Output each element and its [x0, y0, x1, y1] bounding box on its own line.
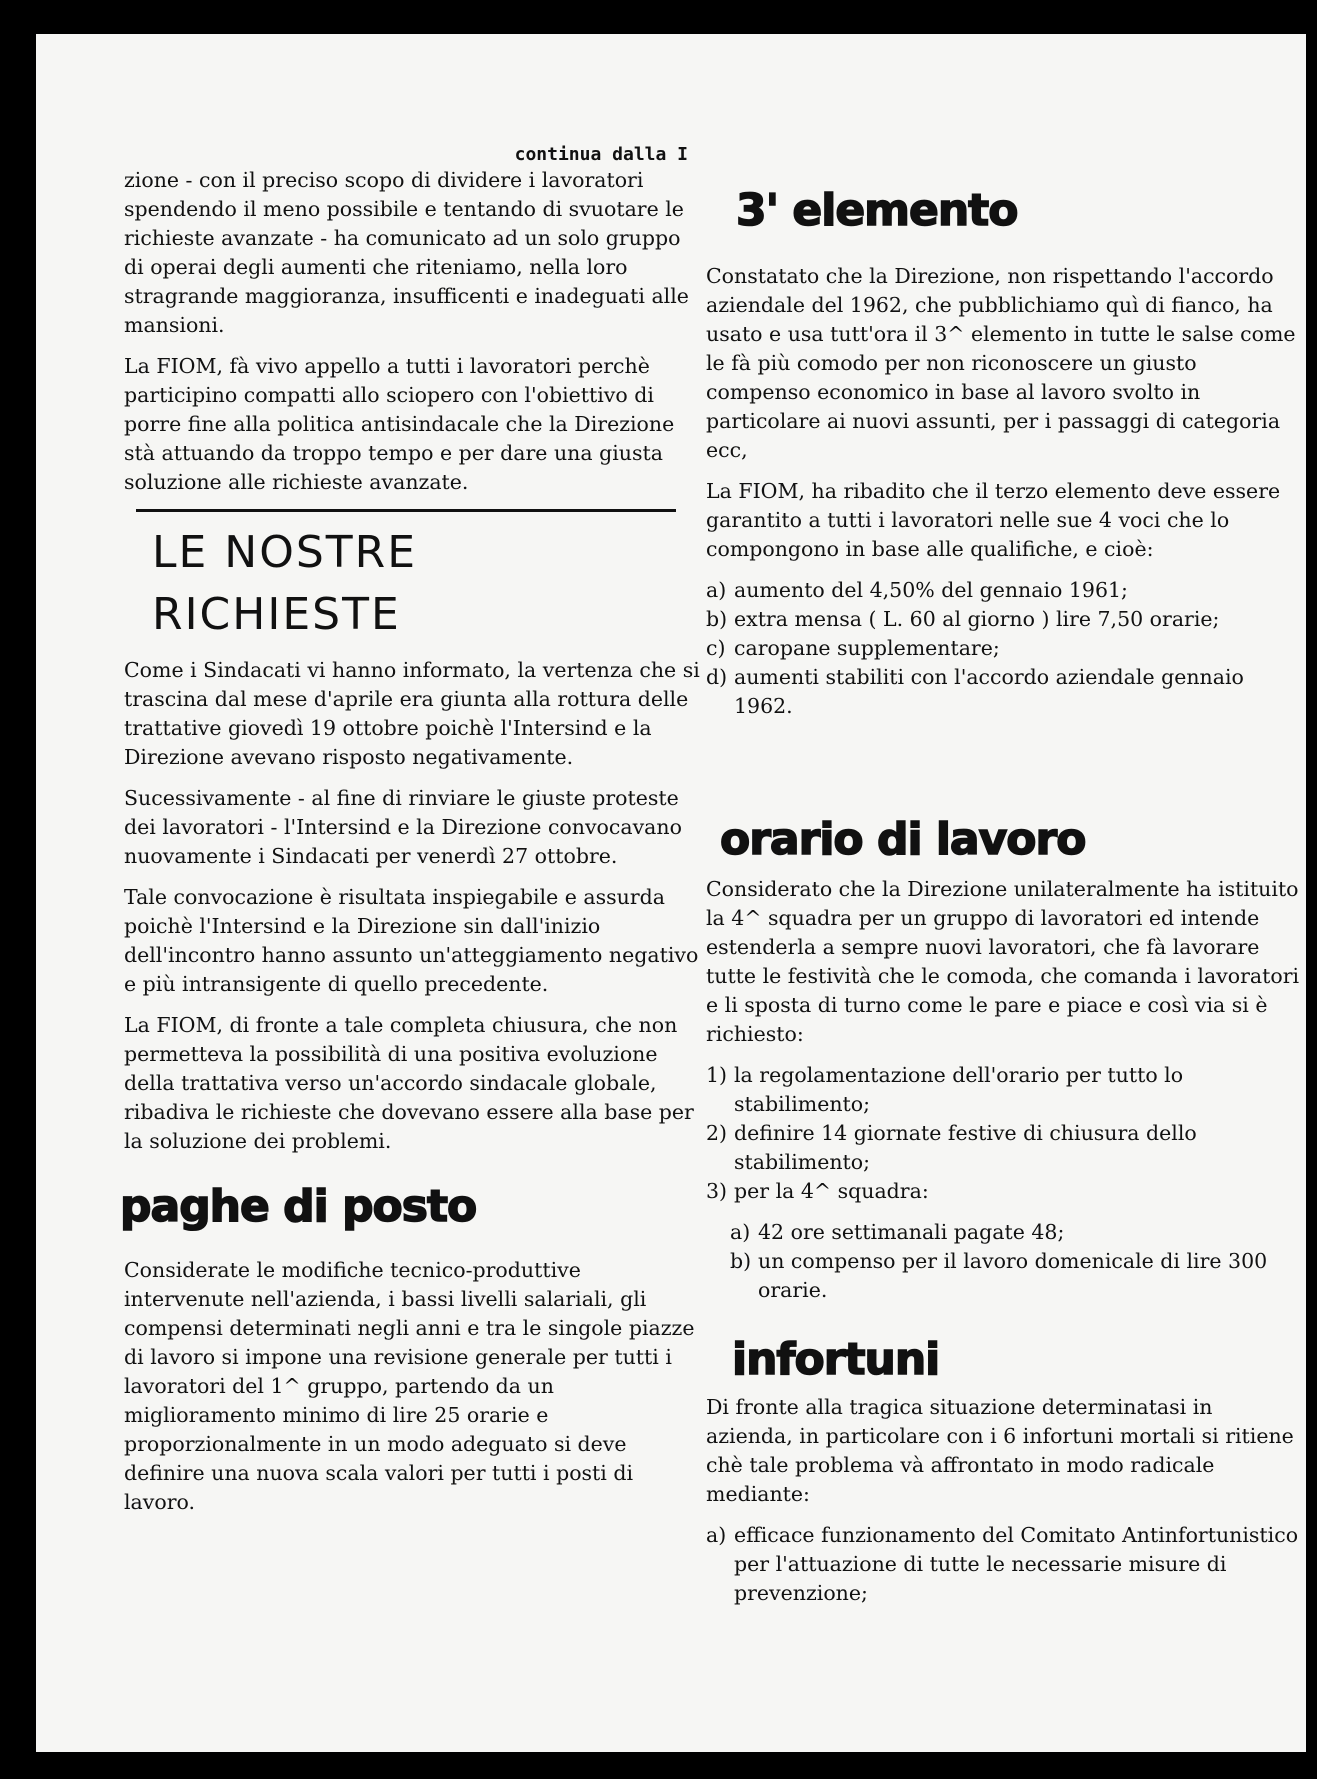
list-item: a) aumento del 4,50% del gennaio 1961; [706, 578, 1128, 602]
left-column [120, 144, 700, 1529]
list-voci [706, 576, 1304, 721]
section-divider [136, 509, 676, 512]
paragraph-intro: zione - con il preciso scopo di dividere i lavoratori spendendo il meno possibile e tentando di svuotare le richieste avanzate - ha comunicato ad un solo gruppo di operai degli aumenti che riteniamo, nella loro stragrande maggioranza, insufficenti e inadeguati alle mansioni. [124, 168, 689, 337]
heading-orario-di-lavoro: orario di lavoro [720, 814, 1086, 865]
heading-paghe-di-posto: paghe di posto [120, 1181, 477, 1232]
heading-line-1: LE NOSTRE [152, 527, 418, 578]
heading-infortuni: infortuni [732, 1334, 940, 1385]
paragraph-constatato: Constatato che la Direzione, non rispettando l'accordo aziendale del 1962, che pubblichiamo quì di fianco, ha usato e usa tutt'ora il 3^ elemento in tutte le salse come le fà più comodo per non riconoscere un giusto compenso economico in base al lavoro svolto in particolare ai nuovi assunti, per i passaggi di categoria ecc, [706, 264, 1296, 462]
list-item: 2) definire 14 giornate festive di chiusura dello stabilimento; [706, 1121, 1197, 1174]
paragraph-considerato: Considerato che la Direzione unilateralmente ha istituito la 4^ squadra per un gruppo di lavoratori ed intende estenderla a sempre nuovi lavoratori, che fà lavorare tutte le festività che le comoda, che comanda i lavoratori e li sposta di turno come le pare e piace e così via si è richiesto: [706, 877, 1300, 1046]
list-item: c) caropane supplementare; [706, 636, 1000, 660]
paragraph-terzo-elemento: La FIOM, ha ribadito che il terzo elemento deve essere garantito a tutti i lavoratori nelle sue 4 voci che lo compongono in base alle qualifiche, e cioè: [706, 479, 1281, 561]
paragraph-convocazione: Tale convocazione è risultata inspiegabile e assurda poichè l'Intersind e la Direzione sin dall'inizio dell'incontro hanno assunto un'atteggiamento negativo e più intransigente di quello precedente. [124, 885, 699, 996]
paragraph-infortuni: Di fronte alla tragica situazione determinatasi in azienda, in particolare con i 6 infortuni mortali si ritiene chè tale problema và affrontato in modo radicale mediante: [706, 1395, 1294, 1506]
list-richieste-orario [706, 1061, 1304, 1206]
paragraph-appeal: La FIOM, fà vivo appello a tutti i lavoratori perchè participino compatti allo sciopero con l'obiettivo di porre fine alla politica antisindacale che la Direzione stà attuando da troppo tempo e per dare una giusta soluzione alle richieste avanzate. [124, 354, 675, 494]
paragraph-vertenza: Come i Sindacati vi hanno informato, la vertenza che si trascina dal mese d'aprile era giunta alla rottura delle trattative giovedì 19 ottobre poichè l'Intersind e la Direzione avevano risposto negativamente. [124, 658, 700, 769]
list-item: b) extra mensa ( L. 60 al giorno ) lire 7,50 orarie; [706, 607, 1220, 631]
paragraph-paghe: Considerate le modifiche tecnico-produttive intervenute nell'azienda, i bassi livelli salariali, gli compensi determinati negli anni e tra le singole piazze di lavoro si impone una revisione generale per tutti i lavoratori del 1^ gruppo, partendo da un miglioramento minimo di lire 25 orarie e proporzionalmente in un modo adeguato si deve definire una nuova scala valori per tutti i posti di lavoro. [124, 1258, 695, 1514]
list-item: b) un compenso per il lavoro domenicale di lire 300 orarie. [730, 1249, 1268, 1302]
paragraph-fiom-chiusura: La FIOM, di fronte a tale completa chiusura, che non permetteva la possibilità di una positiva evoluzione della trattativa verso un'accordo sindacale globale, ribadiva le richieste che dovevano essere alla base per la soluzione dei problemi. [124, 1013, 694, 1153]
list-item: a) 42 ore settimanali pagate 48; [730, 1220, 1065, 1244]
heading-3-elemento: 3' elemento [736, 185, 1018, 236]
list-quarta-squadra [730, 1218, 1304, 1305]
list-item: a) efficace funzionamento del Comitato Antinfortunistico per l'attuazione di tutte le necessarie misure di prevenzione; [706, 1523, 1299, 1605]
list-item: 3) per la 4^ squadra: [706, 1179, 929, 1203]
heading-line-2: RICHIESTE [152, 589, 401, 640]
right-column [706, 144, 1304, 1620]
heading-le-nostre-richieste [152, 522, 700, 646]
list-infortuni [706, 1521, 1304, 1608]
list-item: d) aumenti stabiliti con l'accordo aziendale gennaio 1962. [706, 665, 1244, 718]
list-item: 1) la regolamentazione dell'orario per tutto lo stabilimento; [706, 1063, 1184, 1116]
continued-from-note: continua dalla I [514, 144, 688, 165]
document-page [36, 34, 1306, 1752]
paragraph-sucessivamente: Sucessivamente - al fine di rinviare le giuste proteste dei lavoratori - l'Intersind e la Direzione convocavano nuovamente i Sindacati per venerdì 27 ottobre. [124, 786, 682, 868]
